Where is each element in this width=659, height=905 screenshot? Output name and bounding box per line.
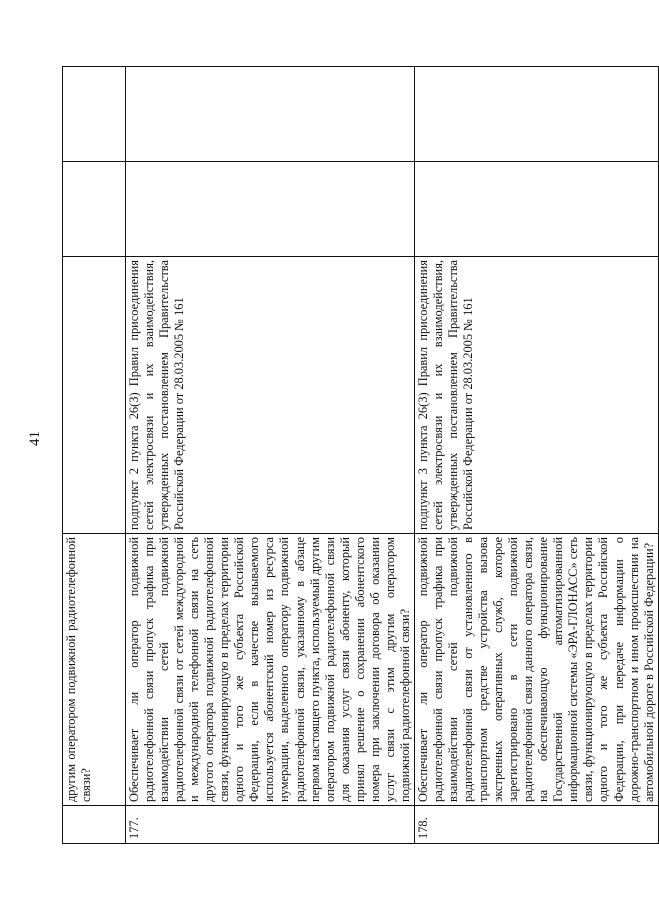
requirement-question: другим оператором подвижной радиотелефонной связи? [63,534,126,806]
page-number: 41 [27,431,43,446]
answer-cell [126,162,415,257]
table-row [414,67,658,844]
row-number: 178. [414,806,658,844]
answer-cell [63,162,126,257]
row-number [63,806,126,844]
note-cell [63,67,126,162]
requirement-question: Обеспечивает ли оператор подвижной радиотелефонной связи пропуск трафика при взаимодействии сетей подвижной радиотелефонной связи от установленного в транспортном средстве устройства вызова экстренных оперативных служб, которое зарегистрировано в сети подвижной радиотелефонной связи данного оператора связи, на обеспечивающую функционирование Государственной автоматизированной информационной системы «ЭРА-ГЛОНАСС» сеть связи, функционирующую в пределах территории одного и того же субъекта Российской Федерации, при передаче информации о дорожно-транспортном и ином происшествии на автомобильной дороге в Российской Федерации? [414,534,658,806]
checklist-page [62,66,656,844]
requirement-question: Обеспечивает ли оператор подвижной радиотелефонной связи пропуск трафика при взаимодействии сетей подвижной радиотелефонной связи от сетей междугородной и международной телефонной связи на сеть другого оператора подвижной радиотелефонной связи, функционирующую в пределах территории одного и того же субъекта Российской Федерации, если в качестве вызываемого используется абонентский номер из ресурса нумерации, выделенного оператору подвижной радиотелефонной связи, указанному в абзаце первом настоящего пункта, используемый другим оператором подвижной радиотелефонной связи для оказания услуг связи абоненту, который принял решение о сохранении абонентского номера при заключении договора об оказании услуг связи с этим другим оператором подвижной радиотелефонной связи? [126,534,415,806]
note-cell [414,67,658,162]
checklist-table [62,66,659,844]
legal-basis [63,257,126,534]
table-row [63,67,126,844]
note-cell [126,67,415,162]
legal-basis: подпункт 3 пункта 26(3) Правил присоединения сетей электросвязи и их взаимодействия, утвержденных постановлением Правительства Российской Федерации от 28.03.2005 № 161 [414,257,658,534]
row-number: 177. [126,806,415,844]
answer-cell [414,162,658,257]
legal-basis: подпункт 2 пункта 26(3) Правил присоединения сетей электросвязи и их взаимодействия, утвержденных постановлением Правительства Российской Федерации от 28.03.2005 № 161 [126,257,415,534]
table-row [126,67,415,844]
